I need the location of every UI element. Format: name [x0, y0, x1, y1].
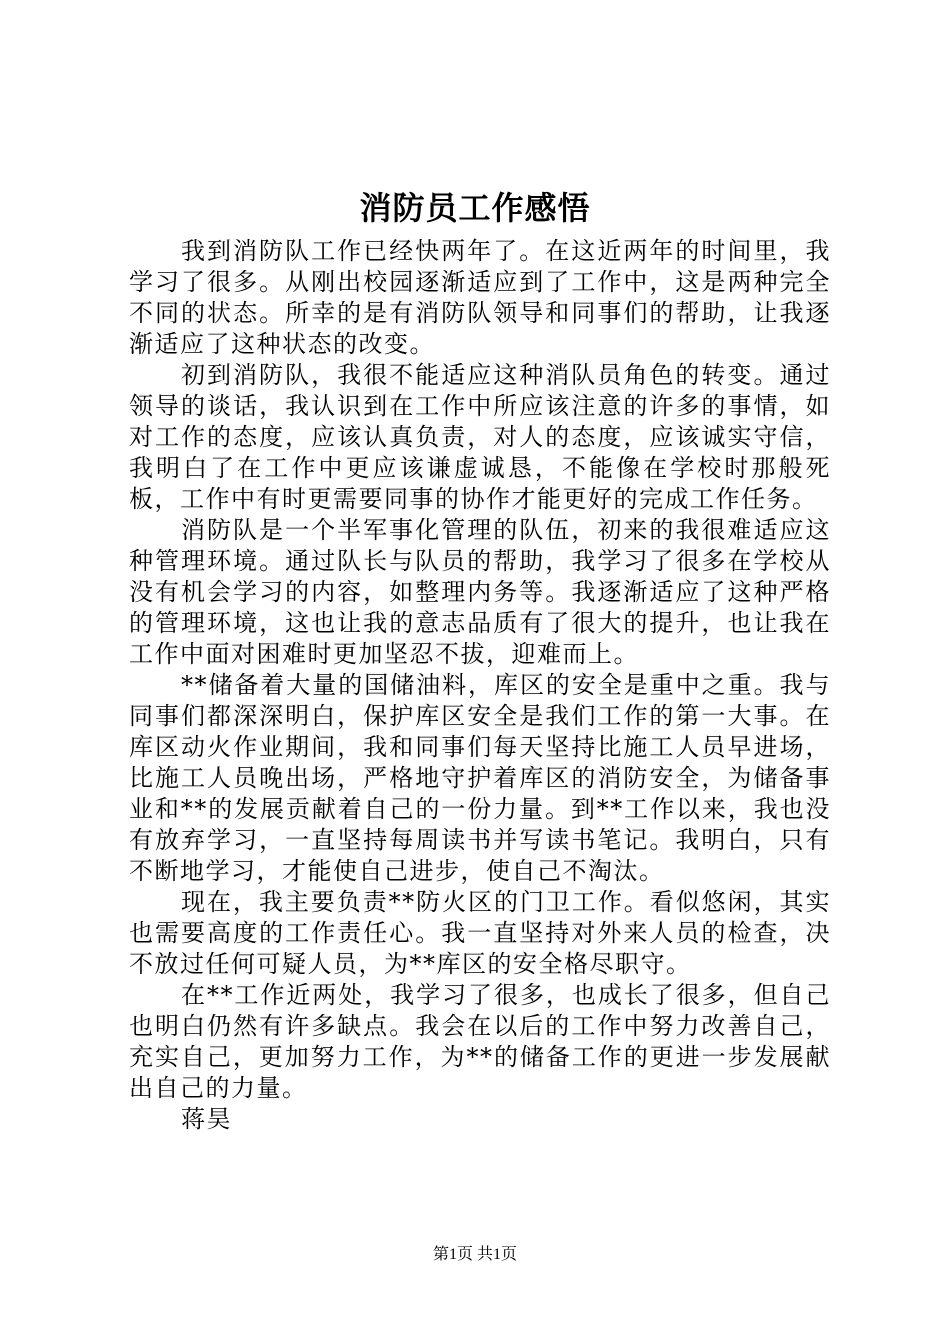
paragraph-3: 消防队是一个半军事化管理的队伍，初来的我很难适应这种管理环境。通过队长与队员的帮助，我学习了很多在学校从没有机会学习的内容，如整理内务等。我逐渐适应了这种严格的管理环境，这也让我的意志品质有了很大的提升，也让我在工作中面对困难时更加坚忍不拔，迎难而上。: [129, 516, 831, 668]
paragraph-4: **储备着大量的国储油料，库区的安全是重中之重。我与同事们都深深明白，保护库区安全是我们工作的第一大事。在库区动火作业期间，我和同事们每天坚持比施工人员早进场，比施工人员晚出场，严格地守护着库区的消防安全，为储备事业和**的发展贡献着自己的一份力量。到**工作以来，我也没有放弃学习，一直坚持每周读书并写读书笔记。我明白，只有不断地学习，才能使自己进步，使自己不淘汰。: [129, 671, 831, 885]
paragraph-1: 我到消防队工作已经快两年了。在这近两年的时间里，我学习了很多。从刚出校园逐渐适应到了工作中，这是两种完全不同的状态。所幸的是有消防队领导和同事们的帮助，让我逐渐适应了这种状态的改变。: [129, 237, 831, 358]
paragraph-2: 初到消防队，我很不能适应这种消队员角色的转变。通过领导的谈话，我认识到在工作中所应该注意的许多的事情，如对工作的态度，应该认真负责，对人的态度，应该诚实守信，我明白了在工作中更应该谦虚诚恳，不能像在学校时那般死板，工作中有时更需要同事的协作才能更好的完成工作任务。: [129, 361, 831, 513]
document-title: 消防员工作感悟: [359, 189, 591, 227]
paragraph-5: 现在，我主要负责**防火区的门卫工作。看似悠闲，其实也需要高度的工作责任心。我一直坚持对外来人员的检查，决不放过任何可疑人员，为**库区的安全格尽职守。: [129, 888, 831, 978]
page-footer: 第1页 共1页: [432, 1246, 517, 1263]
paragraph-6: 在**工作近两处，我学习了很多，也成长了很多，但自己也明白仍然有许多缺点。我会在以后的工作中努力改善自己，充实自己，更加努力工作，为**的储备工作的更进一步发展献出自己的力量。: [129, 981, 831, 1102]
document-body: [129, 236, 831, 1135]
signature: 蒋昊: [181, 1105, 232, 1133]
